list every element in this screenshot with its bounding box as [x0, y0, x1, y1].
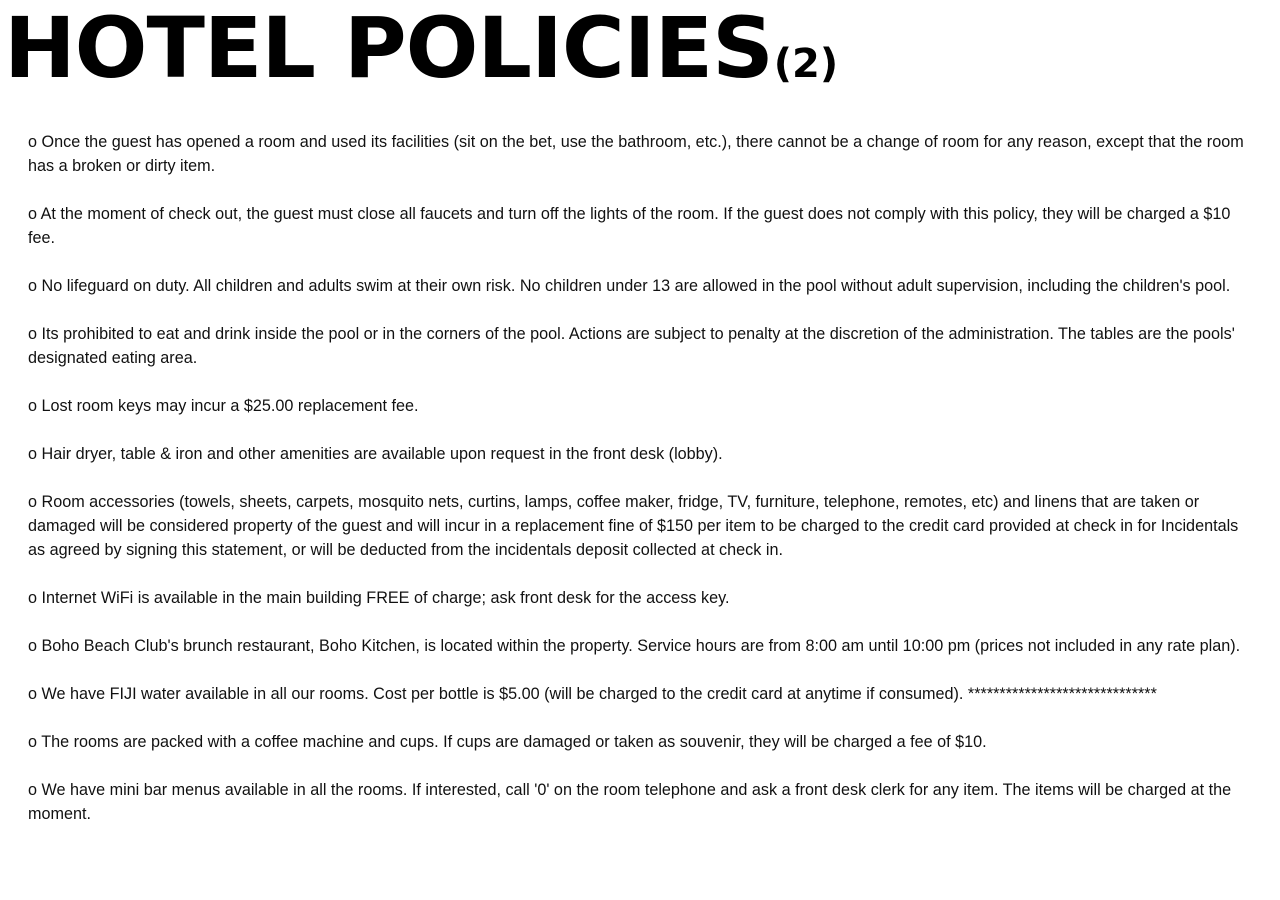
policy-coffee-cups: o The rooms are packed with a coffee machine and cups. If cups are damaged or taken as souvenir, they will be charged a fee of $10. [28, 733, 987, 751]
page-header [4, 0, 839, 106]
policy-amenities: o Hair dryer, table & iron and other amenities are available upon request in the front desk (lobby). [28, 445, 723, 463]
policy-lost-keys: o Lost room keys may incur a $25.00 replacement fee. [28, 397, 419, 415]
policy-room-change: o Once the guest has opened a room and used its facilities (sit on the bet, use the bathroom, etc.), there cannot be a change of room for any reason, except that the room has a broken or dirty item. [28, 133, 1244, 175]
page-number: (2) [773, 41, 839, 87]
policy-room-accessories: o Room accessories (towels, sheets, carpets, mosquito nets, curtins, lamps, coffee maker, fridge, TV, furniture, telephone, remotes, etc) and linens that are taken or damaged will be considered property of the guest and will incur in a replacement fine of $150 per item to be charged to the credit card provided at check in for Incidentals as agreed by signing this statement, or will be deducted from the incidentals deposit collected at check in. [28, 493, 1239, 559]
policy-list [28, 130, 1253, 850]
policy-restaurant: o Boho Beach Club's brunch restaurant, Boho Kitchen, is located within the property. Service hours are from 8:00 am until 10:00 pm (prices not included in any rate plan). [28, 637, 1241, 655]
policy-wifi: o Internet WiFi is available in the main building FREE of charge; ask front desk for the access key. [28, 589, 730, 607]
policy-fiji-water: o We have FIJI water available in all our rooms. Cost per bottle is $5.00 (will be charged to the credit card at anytime if consumed). ****************************** [28, 685, 1157, 703]
policy-pool-food: o Its prohibited to eat and drink inside the pool or in the corners of the pool. Actions are subject to penalty at the discretion of the administration. The tables are the pools' designated eating area. [28, 325, 1235, 367]
page-title: HOTEL POLICIES [4, 0, 773, 97]
policy-lifeguard: o No lifeguard on duty. All children and adults swim at their own risk. No children under 13 are allowed in the pool without adult supervision, including the children's pool. [28, 277, 1231, 295]
policy-mini-bar: o We have mini bar menus available in all the rooms. If interested, call '0' on the room telephone and ask a front desk clerk for any item. The items will be charged at the moment. [28, 781, 1232, 823]
policy-check-out: o At the moment of check out, the guest must close all faucets and turn off the lights of the room. If the guest does not comply with this policy, they will be charged a $10 fee. [28, 205, 1231, 247]
